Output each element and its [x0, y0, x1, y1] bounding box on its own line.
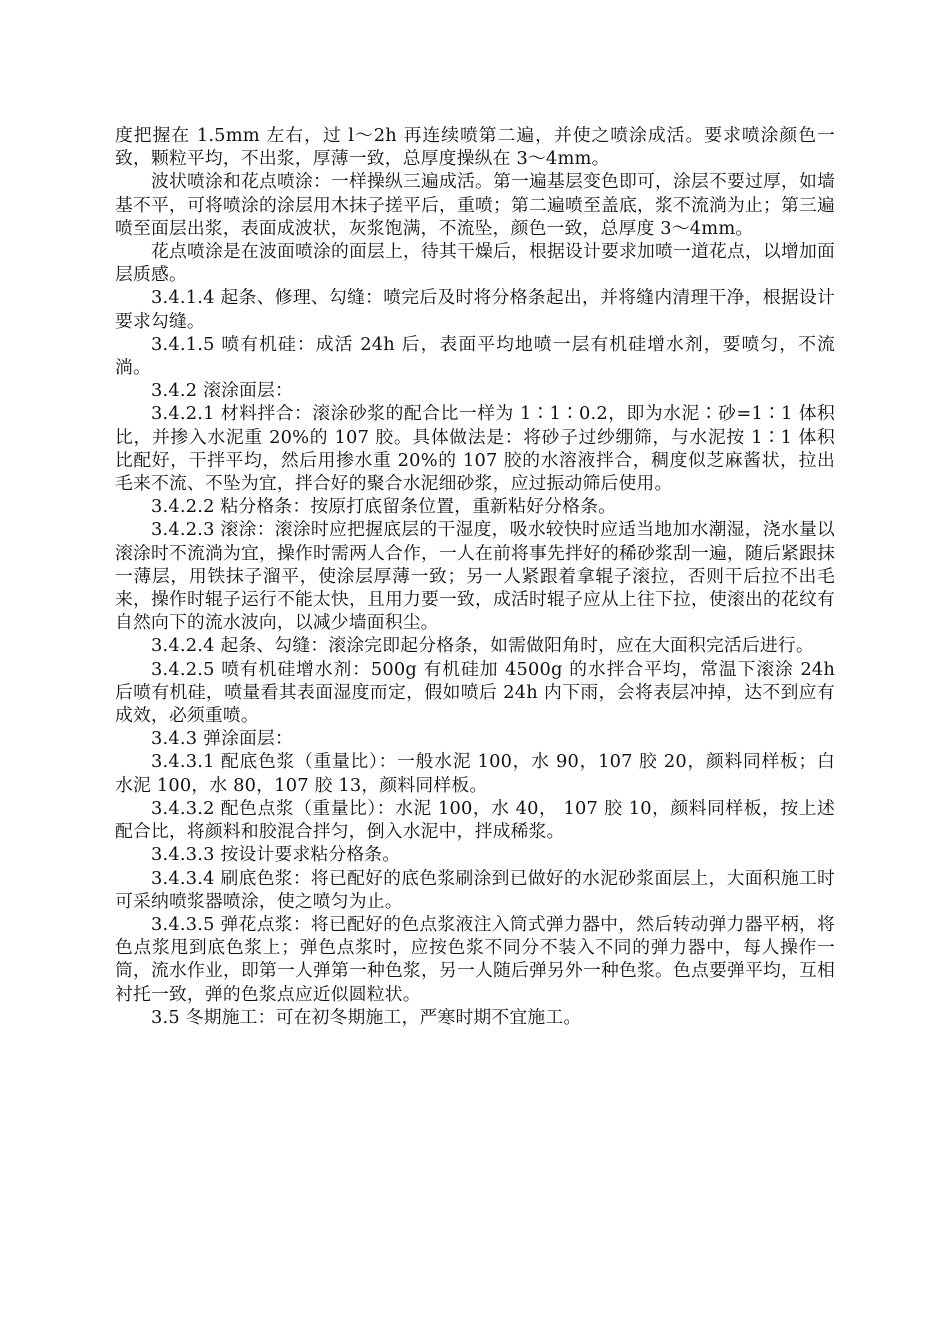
paragraph-5: 3.4.1.5 喷有机硅：成活 24h 后，表面平均地喷一层有机硅增水剂，要喷匀，不流淌。 [115, 333, 835, 379]
section-heading-3-4-3: 3.4.3 弹涂面层： [151, 728, 294, 750]
paragraph-13: 3.4.3.1 配底色浆（重量比）：一般水泥 100，水 90，107 胶 20，颜料同样板；白水泥 100，水 80，107 胶 13，颜料同样板。 [115, 751, 835, 796]
paragraph-7: 3.4.2.1 材料拌合：滚涂砂浆的配合比一样为 1∶1∶0.2，即为水泥∶砂=1∶1 体积比，并掺入水泥重 20%的 107 胶。具体做法是：将砂子过纱绷筛，与水泥按 1∶1 体积比配好，干拌平均，然后用掺水重 20%的 107 胶的水溶液拌合，稠度似芝麻酱状，拉出毛来不流、不坠为宜，拌合好的聚合水泥细砂浆，应过振动筛后使用。 [115, 403, 835, 495]
document-page [115, 124, 835, 1029]
paragraph-2: 波状喷涂和花点喷涂：一样操纵三遍成活。第一遍基层变色即可，涂层不要过厚，如墙基不平，可将喷涂的涂层用木抹子搓平后，重喷；第二遍喷至盖底，浆不流淌为止；第三遍喷至面层出浆，表面成波状，灰浆饱满，不流坠，颜色一致，总厚度 3～4mm。 [115, 171, 835, 239]
paragraph-3: 花点喷涂是在波面喷涂的面层上，待其干燥后，根据设计要求加喷一道花点，以增加面层质感。 [115, 241, 835, 286]
paragraph-1: 度把握在 1.5mm 左右，过 l～2h 再连续喷第二遍，并使之喷涂成活。要求喷涂颜色一致，颗粒平均，不出浆，厚薄一致，总厚度操纵在 3～4mm。 [115, 125, 835, 170]
section-heading-3-4-2: 3.4.2 滚涂面层： [151, 380, 294, 402]
paragraph-11: 3.4.2.5 喷有机硅增水剂：500g 有机硅加 4500g 的水拌合平均，常温下滚涂 24h 后喷有机硅，喷量看其表面湿度而定，假如喷后 24h 内下雨，会将表层冲掉，达不到应有成效，必须重喷。 [115, 658, 835, 727]
paragraph-4: 3.4.1.4 起条、修理、勾缝：喷完后及时将分格条起出，并将缝内清理干净，根据设计要求勾缝。 [115, 287, 835, 332]
paragraph-14: 3.4.3.2 配色点浆（重量比）：水泥 100，水 40， 107 胶 10，颜料同样板，按上述配合比，将颜料和胶混合拌匀，倒入水泥中，拌成稀浆。 [115, 797, 835, 843]
paragraph-9: 3.4.2.3 滚涂：滚涂时应把握底层的干湿度，吸水较快时应适当地加水潮湿，浇水量以滚涂时不流淌为宜，操作时需两人合作，一人在前将事先拌好的稀砂浆刮一遍，随后紧跟抹一薄层，用铁抹子溜平，使涂层厚薄一致；另一人紧跟着拿辊子滚拉，否则干后拉不出毛来，操作时辊子运行不能太快，且用力要一致，成活时辊子应从上往下拉，使滚出的花纹有自然向下的流水波向，以减少墙面积尘。 [115, 519, 835, 634]
section-heading-3-5: 3.5 冬期施工：可在初冬期施工，严寒时期不宜施工。 [151, 1006, 582, 1028]
paragraph-16: 3.4.3.4 刷底色浆：将已配好的底色浆刷涂到已做好的水泥砂浆面层上，大面积施工时可采纳喷浆器喷涂，使之喷匀为止。 [115, 867, 835, 912]
paragraph-10: 3.4.2.4 起条、勾缝：滚涂完即起分格条，如需做阳角时，应在大面积完活后进行。 [151, 635, 814, 657]
paragraph-15: 3.4.3.3 按设计要求粘分格条。 [151, 844, 401, 866]
paragraph-8: 3.4.2.2 粘分格条：按原打底留条位置，重新粘好分格条。 [151, 496, 617, 518]
paragraph-17: 3.4.3.5 弹花点浆：将已配好的色点浆液注入筒式弹力器中，然后转动弹力器平柄，将色点浆甩到底色浆上；弹色点浆时，应按色浆不同分不装入不同的弹力器中，每人操作一筒，流水作业，即第一人弹第一种色浆，另一人随后弹另外一种色浆。色点要弹平均，互相衬托一致，弹的色浆点应近似圆粒状。 [115, 913, 835, 1005]
